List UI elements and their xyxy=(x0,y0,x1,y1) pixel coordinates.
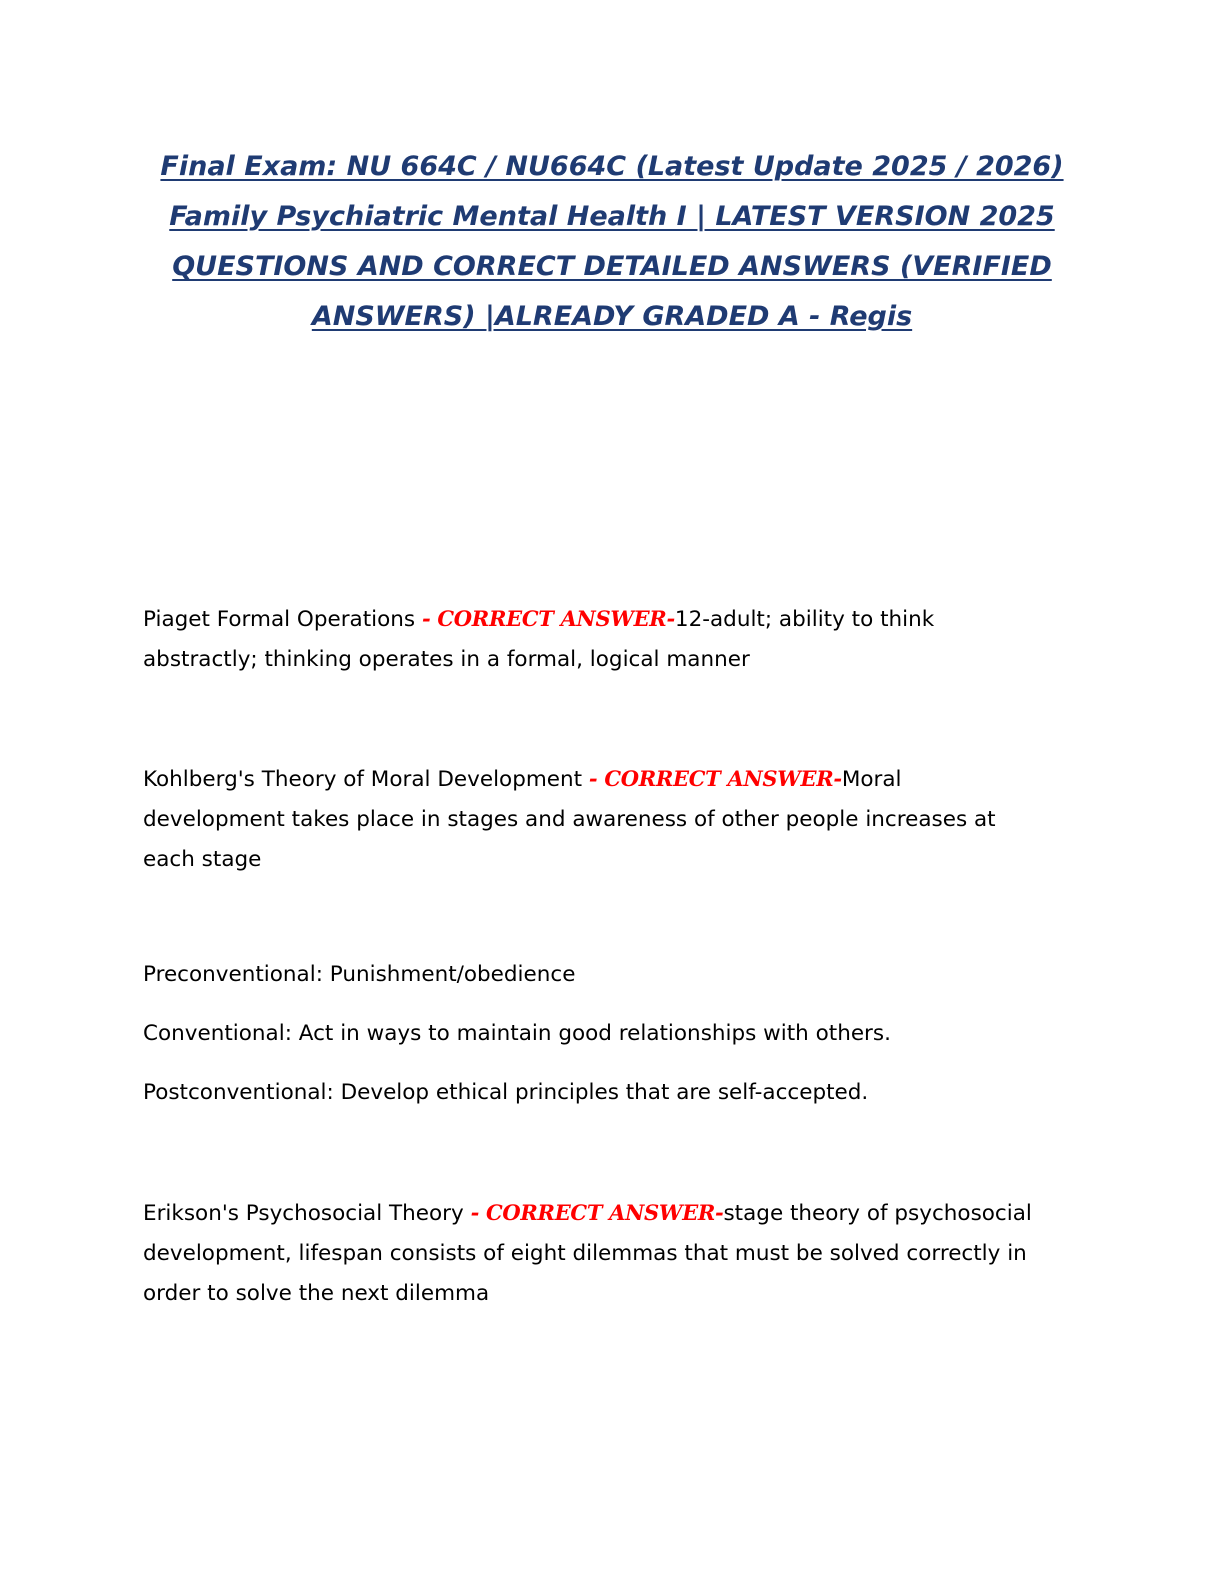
qa-answer-continued: development, lifespan consists of eight dilemmas that must be solved correctly in xyxy=(143,1241,1027,1266)
qa-item-kohlberg xyxy=(143,759,1083,880)
qa-term: Piaget Formal Operations xyxy=(143,607,422,632)
title-line-4: ANSWERS) |ALREADY GRADED A - Regis xyxy=(311,301,913,332)
title-line-2: Family Psychiatric Mental Health I | LATEST VERSION 2025 xyxy=(169,201,1055,232)
stage-postconventional: Postconventional: Develop ethical principles that are self-accepted. xyxy=(143,1080,869,1105)
title-line-3: QUESTIONS AND CORRECT DETAILED ANSWERS (VERIFIED xyxy=(172,251,1052,282)
document-title xyxy=(150,142,1074,342)
qa-answer: 12-adult; ability to think xyxy=(674,607,935,632)
qa-answer-continued: development takes place in stages and awareness of other people increases at xyxy=(143,807,996,832)
qa-line xyxy=(143,759,1083,800)
qa-line xyxy=(143,1193,1083,1234)
correct-answer-tag: - CORRECT ANSWER- xyxy=(588,766,842,791)
qa-line xyxy=(143,599,1083,640)
qa-term: Erikson's Psychosocial Theory xyxy=(143,1201,471,1226)
title-line-1: Final Exam: NU 664C / NU664C (Latest Update 2025 / 2026) xyxy=(160,151,1064,182)
qa-answer: stage theory of psychosocial xyxy=(723,1201,1032,1226)
qa-term: Kohlberg's Theory of Moral Development xyxy=(143,767,589,792)
stage-preconventional: Preconventional: Punishment/obedience xyxy=(143,962,576,987)
correct-answer-tag: - CORRECT ANSWER- xyxy=(470,1200,724,1225)
qa-item-piaget xyxy=(143,599,1083,680)
qa-answer-continued: order to solve the next dilemma xyxy=(143,1281,490,1306)
qa-answer-continued: abstractly; thinking operates in a formal, logical manner xyxy=(143,647,750,672)
stage-conventional: Conventional: Act in ways to maintain good relationships with others. xyxy=(143,1021,891,1046)
qa-item-erikson xyxy=(143,1193,1083,1314)
qa-answer: Moral xyxy=(841,767,902,792)
correct-answer-tag: - CORRECT ANSWER- xyxy=(421,606,675,631)
qa-answer-continued: each stage xyxy=(143,847,262,872)
